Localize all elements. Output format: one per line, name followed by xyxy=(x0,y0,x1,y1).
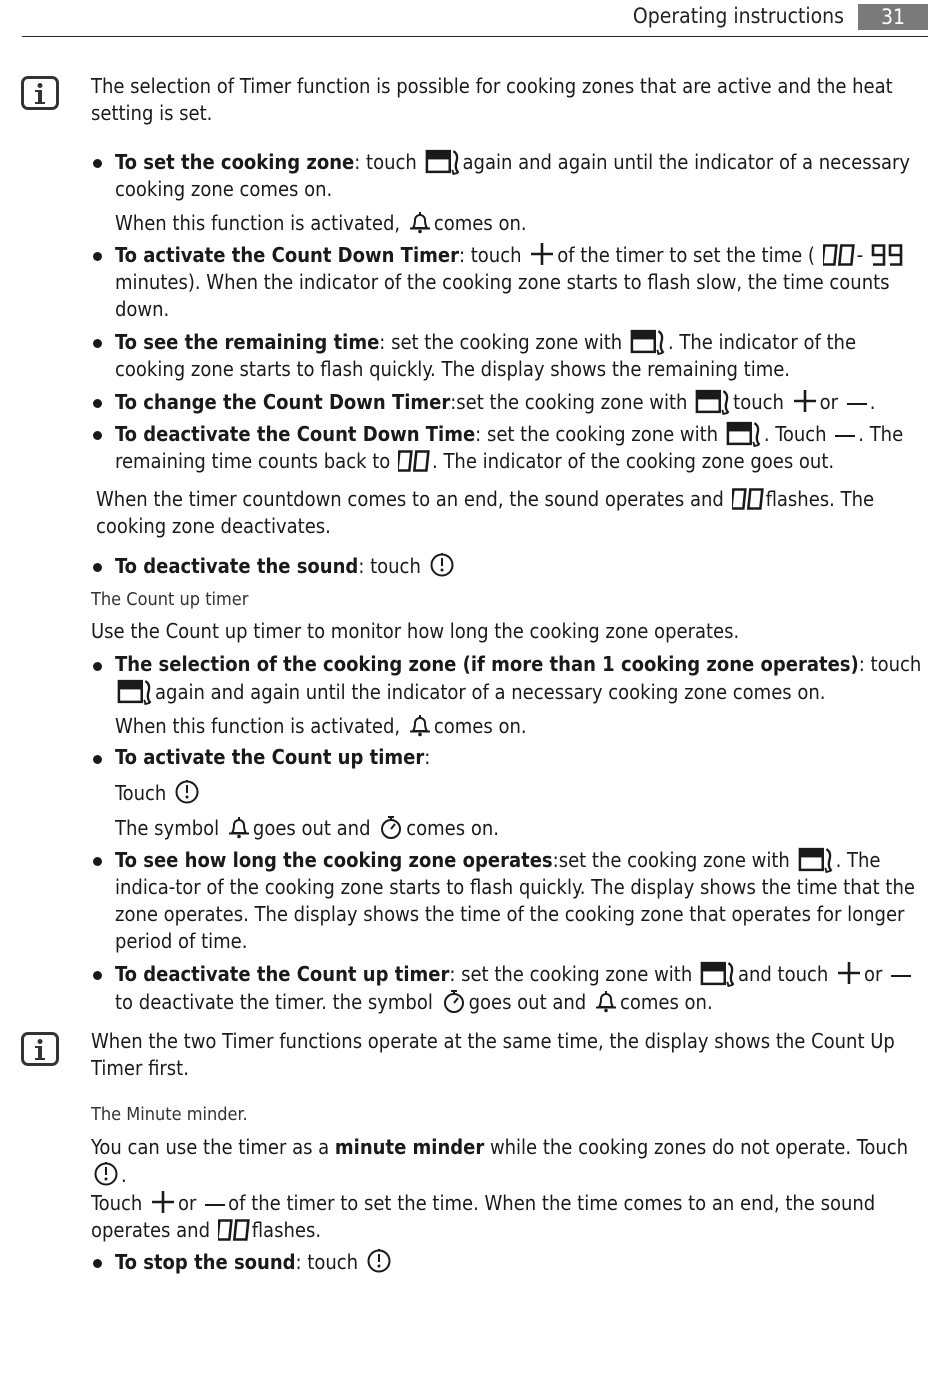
item-text: When this function is activated, xyxy=(115,714,401,738)
item-text: comes on. xyxy=(619,990,713,1014)
item-text: while the cooking zones do not operate. Touch xyxy=(489,1135,909,1159)
item-lead: To activate the Count up timer xyxy=(115,745,425,769)
bell-icon xyxy=(227,814,251,840)
bullet xyxy=(93,159,102,168)
clock-icon xyxy=(429,552,455,578)
info-icon xyxy=(21,76,59,110)
item-text: goes out and xyxy=(252,816,371,840)
item-text: flashes. The cooking zone deactivates. xyxy=(96,487,875,538)
bullet xyxy=(93,431,102,440)
item-text: You can use the timer as a xyxy=(91,1135,330,1159)
zone-select-icon xyxy=(695,388,731,415)
display-00 xyxy=(732,488,764,510)
subheading: The Minute minder. xyxy=(91,1104,248,1125)
bullet xyxy=(93,563,102,572)
minus-icon xyxy=(890,966,912,986)
item-text: comes on. xyxy=(433,714,527,738)
zone-select-icon xyxy=(700,960,736,987)
list-item xyxy=(91,148,931,203)
display-00 xyxy=(398,450,430,472)
follow-text xyxy=(115,209,931,237)
item-text: : touch xyxy=(354,150,417,174)
item-text: . Touch xyxy=(763,422,827,446)
item-lead: The selection of the cooking zone (if more than 1 cooking zone operates) xyxy=(115,652,859,676)
item-text: of the timer to set the time. When the time comes to an end, the sound operates and xyxy=(91,1191,876,1242)
item-lead: To deactivate the Count up timer xyxy=(115,962,450,986)
header-title: Operating instructions xyxy=(632,4,844,28)
bullet xyxy=(93,662,102,671)
zone-select-icon xyxy=(425,148,461,175)
item-lead: To see the remaining time xyxy=(115,330,380,354)
list-item xyxy=(91,744,931,771)
paragraph xyxy=(96,486,936,540)
follow-text xyxy=(115,814,931,842)
item-text: Touch xyxy=(91,1191,143,1215)
item-text: touch xyxy=(733,390,784,414)
list-item xyxy=(91,1248,931,1276)
plus-icon xyxy=(836,960,862,986)
zone-select-icon xyxy=(798,846,834,873)
list-item xyxy=(91,960,931,1016)
paragraph xyxy=(91,1189,931,1244)
clock-icon xyxy=(93,1161,119,1187)
item-text: : set the cooking zone with xyxy=(379,330,623,354)
item-text: comes on. xyxy=(406,816,499,840)
paragraph: Use the Count up timer to monitor how long the cooking zone operates. xyxy=(91,619,740,643)
item-text: or xyxy=(178,1191,197,1215)
bullet xyxy=(93,755,102,764)
item-text: : xyxy=(424,745,431,769)
item-text: and touch xyxy=(737,962,829,986)
item-text: . xyxy=(869,390,876,414)
bell-icon xyxy=(594,988,618,1014)
item-text: flashes. xyxy=(251,1218,322,1242)
item-text: . The indicator of the cooking zone starts to flash quickly. The display shows the remaining time. xyxy=(115,330,857,381)
follow-text xyxy=(115,712,931,740)
item-text: :set the cooking zone with xyxy=(450,390,688,414)
bullet xyxy=(93,399,102,408)
bell-icon xyxy=(408,712,432,738)
zone-select-icon xyxy=(726,420,762,447)
item-text: or xyxy=(819,390,839,414)
item-text: again and again until the indicator of a necessary cooking zone comes on. xyxy=(155,680,826,704)
zone-select-icon xyxy=(630,328,666,355)
clock-icon xyxy=(174,779,200,805)
bullet xyxy=(93,1259,102,1268)
clock-icon xyxy=(366,1248,392,1274)
item-lead: To change the Count Down Timer xyxy=(115,390,451,414)
bullet xyxy=(93,857,102,866)
minus-icon xyxy=(846,394,868,414)
plus-icon xyxy=(792,388,818,414)
page-header xyxy=(22,0,928,37)
item-text: : touch xyxy=(858,652,922,676)
stopwatch-icon xyxy=(378,814,404,840)
item-text: goes out and xyxy=(468,990,587,1014)
list-item xyxy=(91,420,931,475)
list-item xyxy=(91,241,931,323)
bullet xyxy=(93,339,102,348)
item-text: again and again until the indicator of a necessary cooking zone comes on. xyxy=(115,150,911,201)
stopwatch-icon xyxy=(441,988,467,1014)
item-text: : touch xyxy=(458,243,522,267)
item-text: . The remaining time counts back to xyxy=(115,422,904,473)
item-lead: To deactivate the sound xyxy=(115,554,359,578)
paragraph xyxy=(91,1134,931,1189)
display-00 xyxy=(218,1219,250,1241)
item-text: When the timer countdown comes to an end, the sound operates and xyxy=(96,487,724,511)
item-text: comes on. xyxy=(433,211,527,235)
page-number: 31 xyxy=(858,4,928,30)
item-text: : touch xyxy=(295,1250,359,1274)
list-item xyxy=(91,651,931,706)
item-text: : set the cooking zone with xyxy=(449,962,693,986)
bullet xyxy=(93,252,102,261)
list-item xyxy=(91,846,931,955)
plus-icon xyxy=(150,1189,176,1215)
item-text: minutes). When the indicator of the cooking zone starts to flash slow, the time counts down. xyxy=(115,270,890,321)
note-paragraph: When the two Timer functions operate at the same time, the display shows the Count Up Timer first. xyxy=(91,1029,895,1080)
info-icon xyxy=(21,1032,59,1066)
item-text: or xyxy=(864,962,883,986)
item-text: - xyxy=(856,243,864,267)
item-lead: To activate the Count Down Timer xyxy=(115,243,459,267)
item-lead: To see how long the cooking zone operates xyxy=(115,848,553,872)
item-text: : touch xyxy=(358,554,421,578)
item-text: . xyxy=(121,1163,127,1187)
item-lead: To set the cooking zone xyxy=(115,150,355,174)
subheading: The Count up timer xyxy=(91,589,249,610)
item-lead: minute minder xyxy=(334,1135,485,1159)
zone-select-icon xyxy=(117,678,153,705)
item-text: Touch xyxy=(115,781,167,805)
bell-icon xyxy=(408,209,432,235)
list-item xyxy=(91,388,931,416)
display-00 xyxy=(823,244,855,266)
minus-icon xyxy=(204,1195,226,1215)
item-text: to deactivate the timer. the symbol xyxy=(115,990,433,1014)
note-paragraph: The selection of Timer function is possible for cooking zones that are active and the heat setting is set. xyxy=(91,74,893,125)
item-text: The symbol xyxy=(115,816,220,840)
item-text: of the timer to set the time ( xyxy=(557,243,815,267)
display-99 xyxy=(871,244,903,266)
bullet xyxy=(93,971,102,980)
item-text: :set the cooking zone with xyxy=(552,848,790,872)
item-text: . The indica-tor of the cooking zone starts to flash quickly. The display shows the time that the zone operates. The display shows the time of the cooking zone that operates for longer period of time. xyxy=(115,848,915,953)
item-lead: To stop the sound xyxy=(115,1250,296,1274)
list-item xyxy=(91,328,931,383)
plus-icon xyxy=(529,241,555,267)
minus-icon xyxy=(834,426,856,446)
item-text: When this function is activated, xyxy=(115,211,401,235)
list-item xyxy=(91,552,931,580)
follow-text xyxy=(115,779,931,807)
item-text: : set the cooking zone with xyxy=(475,422,719,446)
item-text: . The indicator of the cooking zone goes out. xyxy=(432,449,835,473)
item-lead: To deactivate the Count Down Time xyxy=(115,422,476,446)
